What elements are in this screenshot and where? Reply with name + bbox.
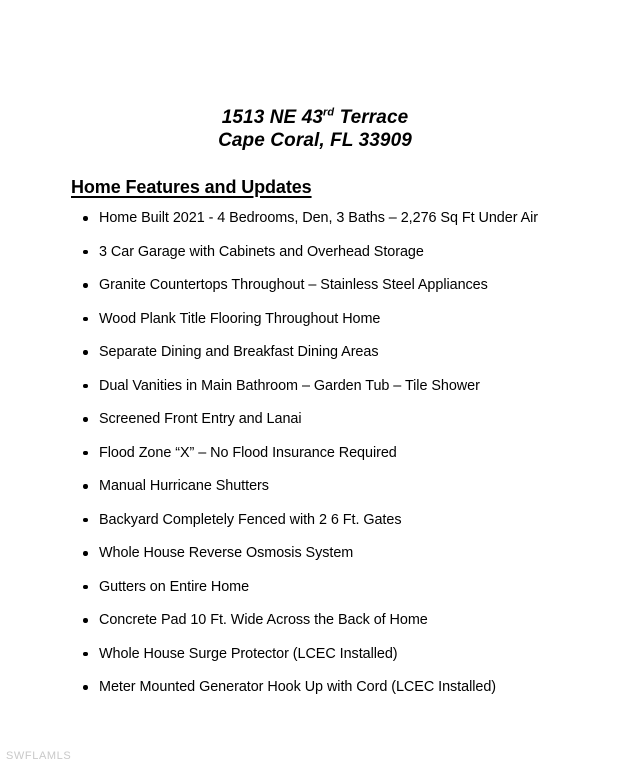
address-street-number-and-name: 1513 NE 43 — [221, 107, 324, 128]
list-item-label: Screened Front Entry and Lanai — [99, 411, 302, 427]
bullet-icon — [83, 518, 88, 523]
bullet-icon — [83, 417, 88, 422]
list-item-label: Flood Zone “X” – No Flood Insurance Required — [99, 444, 397, 461]
list-item-label: Meter Mounted Generator Hook Up with Cord (LCEC Installed) — [99, 679, 497, 695]
list-item — [78, 678, 608, 712]
list-item — [78, 611, 608, 645]
list-item — [78, 578, 608, 612]
list-item-label: Whole House Reverse Osmosis System — [99, 545, 354, 561]
bullet-icon — [83, 350, 88, 355]
watermark-swflamls: SWFLAMLS — [6, 750, 72, 762]
list-item — [78, 310, 608, 344]
address-city-state-zip-line: Cape Coral, FL 33909 — [218, 130, 412, 151]
list-item-label: Manual Hurricane Shutters — [99, 478, 269, 494]
list-item — [78, 243, 608, 277]
list-item-label: Dual Vanities in Main Bathroom – Garden Tub – Tile Shower — [99, 377, 480, 394]
property-address-title — [0, 106, 630, 152]
bullet-icon — [83, 451, 88, 456]
bullet-icon — [83, 618, 88, 623]
list-item-label: Separate Dining and Breakfast Dining Areas — [99, 344, 379, 360]
bullet-icon — [83, 585, 88, 590]
list-item — [78, 410, 608, 444]
list-item — [78, 477, 608, 511]
section-heading-home-features: Home Features and Updates — [71, 177, 312, 197]
list-item — [78, 343, 608, 377]
list-item — [78, 209, 608, 243]
bullet-icon — [83, 317, 88, 322]
bullet-icon — [83, 484, 88, 489]
list-item-label: Backyard Completely Fenced with 2 6 Ft. Gates — [99, 511, 402, 528]
bullet-icon — [83, 551, 88, 556]
list-item — [78, 544, 608, 578]
list-item — [78, 276, 608, 310]
bullet-icon — [83, 685, 88, 690]
list-item-label: Whole House Surge Protector (LCEC Installed) — [99, 645, 398, 662]
list-item-label: Gutters on Entire Home — [99, 578, 250, 595]
bullet-icon — [83, 652, 88, 657]
list-item-label: Wood Plank Title Flooring Throughout Home — [99, 310, 381, 327]
bullet-icon — [83, 216, 88, 221]
bullet-icon — [83, 384, 88, 389]
list-item — [78, 377, 608, 411]
list-item-label: Concrete Pad 10 Ft. Wide Across the Back of Home — [99, 612, 428, 628]
address-street-type: Terrace — [334, 107, 409, 128]
list-item-label: Granite Countertops Throughout – Stainless Steel Appliances — [99, 277, 488, 293]
list-item — [78, 511, 608, 545]
ordinal-suffix: rd — [323, 106, 335, 119]
bullet-icon — [83, 283, 88, 288]
list-item — [78, 645, 608, 679]
bullet-icon — [83, 250, 88, 255]
list-item-label: Home Built 2021 - 4 Bedrooms, Den, 3 Baths – 2,276 Sq Ft Under Air — [99, 210, 539, 226]
feature-list — [78, 209, 608, 712]
list-item-label: 3 Car Garage with Cabinets and Overhead Storage — [99, 243, 424, 260]
address-street-line — [0, 106, 630, 129]
list-item — [78, 444, 608, 478]
